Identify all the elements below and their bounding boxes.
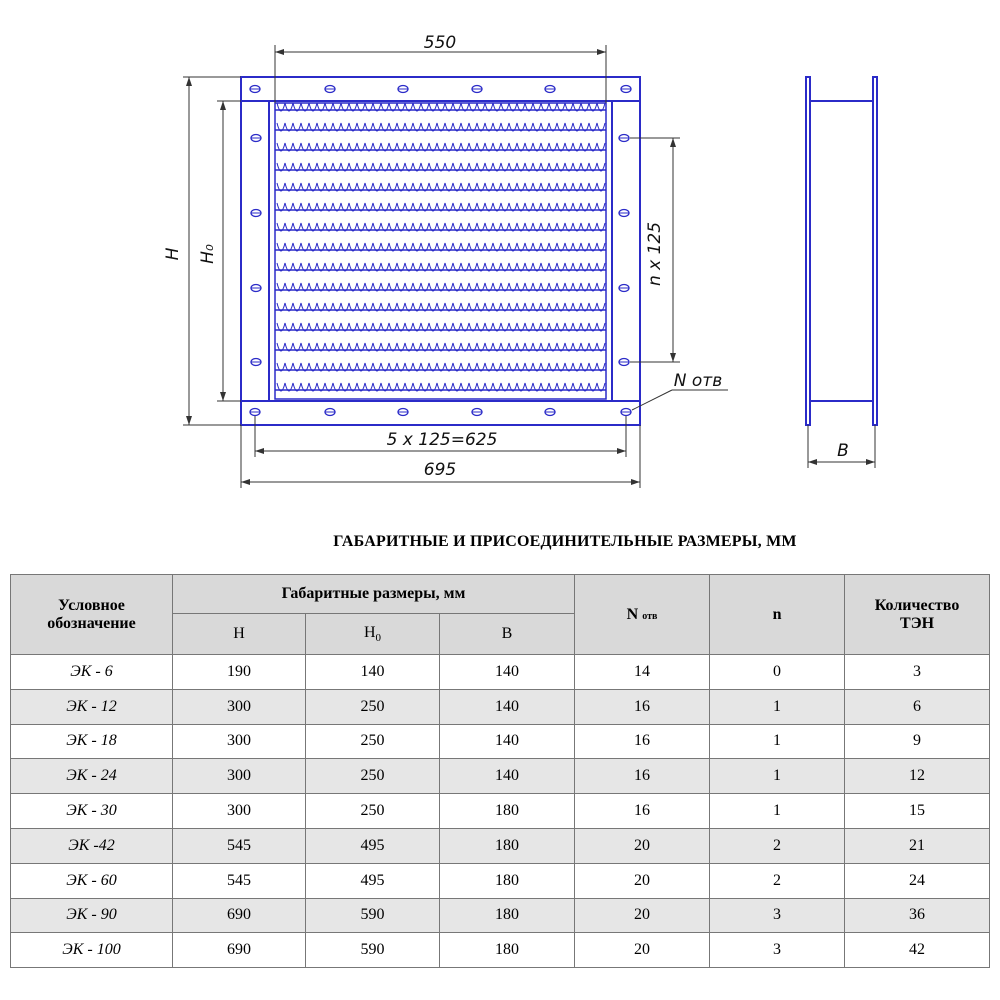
table-title: ГАБАРИТНЫЕ И ПРИСОЕДИНИТЕЛЬНЫЕ РАЗМЕРЫ, ММ [333, 533, 797, 550]
table-row [11, 933, 990, 968]
table-cell: 1 [710, 794, 845, 829]
table-cell: 16 [575, 794, 710, 829]
table-cell: 20 [575, 898, 710, 933]
table-cell: 300 [173, 724, 306, 759]
dimension-arrow [808, 459, 817, 465]
table-row [11, 655, 990, 690]
dimension-arrow [631, 479, 640, 485]
table-cell: 690 [173, 898, 306, 933]
dim-pitch-vertical-label: n x 125 [645, 221, 665, 287]
header-designation-line1: Условное [58, 596, 125, 614]
table-cell: 15 [845, 794, 990, 829]
table-cell: 9 [845, 724, 990, 759]
table-cell: 3 [845, 655, 990, 690]
dim-h0-label: H₀ [198, 244, 218, 264]
cell-designation: ЭК - 100 [11, 933, 173, 968]
table-cell: 300 [173, 794, 306, 829]
header-h: H [173, 614, 306, 655]
table-cell: 42 [845, 933, 990, 968]
dimension-arrow [670, 353, 676, 362]
frame-top-flange [241, 77, 640, 101]
table-cell: 1 [710, 689, 845, 724]
table-cell: 180 [440, 933, 575, 968]
dimensions-table [10, 574, 990, 968]
table-cell: 2 [710, 828, 845, 863]
header-n: n [710, 575, 845, 655]
table-cell: 20 [575, 863, 710, 898]
table-cell: 16 [575, 724, 710, 759]
table-cell: 2 [710, 863, 845, 898]
table-body [11, 655, 990, 968]
cell-designation: ЭК -42 [11, 828, 173, 863]
dimension-arrow [617, 448, 626, 454]
dim-holes-label: N отв [673, 371, 723, 391]
cell-designation: ЭК - 12 [11, 689, 173, 724]
header-h0-main: H [363, 623, 376, 641]
table-cell: 20 [575, 828, 710, 863]
dimension-arrow [186, 416, 192, 425]
table-cell: 495 [306, 863, 440, 898]
table-cell: 545 [173, 863, 306, 898]
dimension-arrow [866, 459, 875, 465]
header-n-holes-main: N [626, 605, 639, 623]
dimension-arrow [186, 77, 192, 86]
side-left-flange [806, 77, 810, 425]
cell-designation: ЭК - 24 [11, 759, 173, 794]
dimension-arrow [220, 101, 226, 110]
table-cell: 190 [173, 655, 306, 690]
table-cell: 250 [306, 689, 440, 724]
cell-designation: ЭК - 30 [11, 794, 173, 829]
frame-bottom-flange [241, 401, 640, 425]
dimension-arrow [255, 448, 264, 454]
table-row [11, 828, 990, 863]
table-cell: 690 [173, 933, 306, 968]
header-qty-line1: Количество [874, 596, 960, 614]
dimension-arrow [670, 138, 676, 147]
side-right-flange [873, 77, 877, 425]
frame-right-flange [612, 101, 640, 401]
table-cell: 300 [173, 689, 306, 724]
cell-designation: ЭК - 90 [11, 898, 173, 933]
table-cell: 495 [306, 828, 440, 863]
table-cell: 590 [306, 898, 440, 933]
table-cell: 14 [575, 655, 710, 690]
side-view [806, 77, 877, 425]
table-cell: 300 [173, 759, 306, 794]
dimension-arrow [220, 392, 226, 401]
table-cell: 180 [440, 794, 575, 829]
table-row [11, 759, 990, 794]
table-cell: 250 [306, 794, 440, 829]
table-cell: 21 [845, 828, 990, 863]
dimension-arrow [241, 479, 250, 485]
header-h0 [306, 614, 440, 655]
table-cell: 3 [710, 898, 845, 933]
table-row [11, 863, 990, 898]
table-cell: 545 [173, 828, 306, 863]
table-cell: 140 [440, 759, 575, 794]
header-n-holes [575, 575, 710, 655]
dimension-arrow [275, 49, 284, 55]
header-designation-line2: обозначение [47, 614, 136, 632]
table-cell: 1 [710, 759, 845, 794]
table-cell: 140 [440, 689, 575, 724]
table-cell: 24 [845, 863, 990, 898]
table-cell: 36 [845, 898, 990, 933]
table-cell: 180 [440, 828, 575, 863]
table-cell: 20 [575, 933, 710, 968]
table-cell: 16 [575, 689, 710, 724]
table-row [11, 794, 990, 829]
cell-designation: ЭК - 6 [11, 655, 173, 690]
table-cell: 1 [710, 724, 845, 759]
table-cell: 590 [306, 933, 440, 968]
table-cell: 6 [845, 689, 990, 724]
table-cell: 140 [306, 655, 440, 690]
table-cell: 250 [306, 724, 440, 759]
front-view [241, 77, 640, 425]
table-row [11, 724, 990, 759]
table-cell: 180 [440, 863, 575, 898]
table-row [11, 689, 990, 724]
table-cell: 12 [845, 759, 990, 794]
header-h0-sub: 0 [375, 632, 382, 645]
dim-h-label: H [163, 247, 183, 261]
dimension-arrow [597, 49, 606, 55]
header-designation [11, 575, 173, 655]
dim-695-label: 695 [423, 460, 457, 480]
table-cell: 0 [710, 655, 845, 690]
cell-designation: ЭК - 18 [11, 724, 173, 759]
frame-left-flange [241, 101, 269, 401]
header-n-holes-sub: отв [642, 610, 658, 622]
header-qty-line2: ТЭН [900, 614, 935, 632]
table-cell: 3 [710, 933, 845, 968]
table-cell: 180 [440, 898, 575, 933]
table-cell: 140 [440, 655, 575, 690]
dim-pitch-horizontal-label: 5 x 125=625 [386, 430, 498, 450]
table-cell: 16 [575, 759, 710, 794]
header-qty [845, 575, 990, 655]
table-cell: 140 [440, 724, 575, 759]
header-overall-dims: Габаритные размеры, мм [173, 575, 575, 614]
header-b: B [440, 614, 575, 655]
table-cell: 250 [306, 759, 440, 794]
cell-designation: ЭК - 60 [11, 863, 173, 898]
table-row [11, 898, 990, 933]
dim-depth-label: B [837, 441, 849, 461]
dim-550-label: 550 [423, 33, 457, 53]
